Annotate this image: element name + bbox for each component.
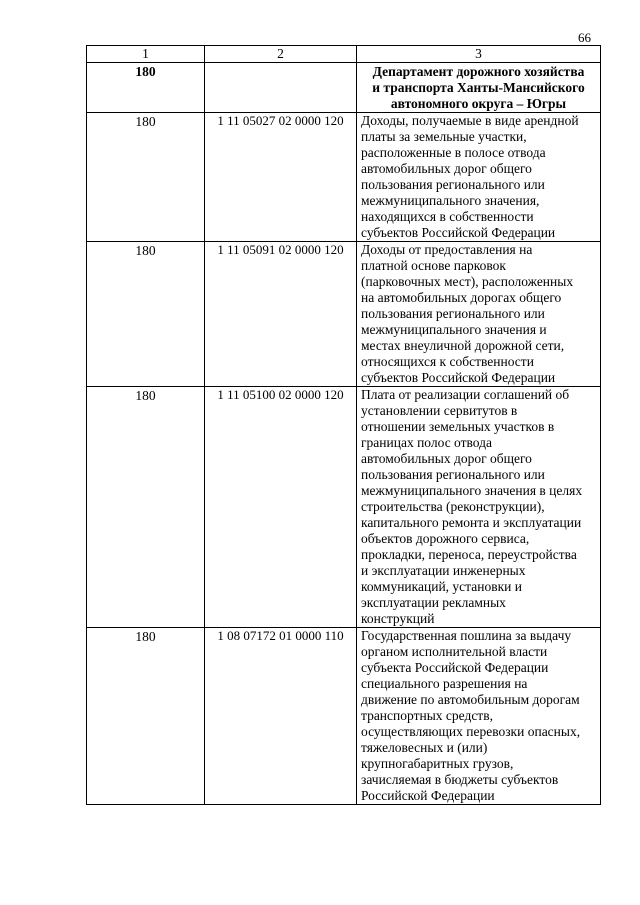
- revenue-name-line: осуществляющих перевозки опасных,: [361, 724, 581, 739]
- revenue-name-line: зачисляемая в бюджеты субъектов: [361, 772, 559, 787]
- column-number-1: 1: [87, 46, 205, 63]
- revenue-name-line: платы за земельные участки,: [361, 129, 527, 144]
- column-number-2: 2: [205, 46, 357, 63]
- revenue-name-line: органом исполнительной власти: [361, 644, 548, 659]
- revenue-name-line: Доходы от предоставления на: [361, 242, 533, 257]
- revenue-name-line: отношении земельных участков в: [361, 419, 555, 434]
- revenue-name-line: транспортных средств,: [361, 708, 493, 723]
- revenue-code-cell: 1 11 05027 02 0000 120: [205, 113, 357, 242]
- department-name-line: Департамент дорожного хозяйства: [372, 64, 585, 79]
- admin-code-cell: 180: [87, 113, 205, 242]
- revenue-name-line: Российской Федерации: [361, 788, 495, 803]
- table-header-row: [87, 46, 601, 63]
- revenue-name-line: конструкций: [361, 611, 435, 626]
- admin-code-cell: 180: [87, 387, 205, 628]
- revenue-name-cell: [357, 113, 601, 242]
- revenue-name-cell: [357, 242, 601, 387]
- revenue-name-line: межмуниципального значения и: [361, 322, 547, 337]
- revenue-name-line: коммуникаций, установки и: [361, 579, 522, 594]
- revenue-code-cell: 1 11 05100 02 0000 120: [205, 387, 357, 628]
- revenue-name-line: пользования регионального или: [361, 177, 545, 192]
- table-row: [87, 113, 601, 242]
- department-name-line: автономного округа – Югры: [390, 96, 567, 111]
- revenue-name-line: объектов дорожного сервиса,: [361, 531, 530, 546]
- admin-code-cell: 180: [87, 63, 205, 113]
- revenue-name-line: пользования регионального или: [361, 467, 545, 482]
- revenue-name-line: Государственная пошлина за выдачу: [361, 628, 572, 643]
- revenue-name-line: субъектов Российской Федерации: [361, 370, 556, 385]
- revenue-name-line: пользования регионального или: [361, 306, 545, 321]
- revenue-name-line: границах полос отвода: [361, 435, 493, 450]
- admin-code-cell: 180: [87, 628, 205, 805]
- column-number-3: 3: [357, 46, 601, 63]
- revenue-name-line: строительства (реконструкции),: [361, 499, 545, 514]
- department-name-line: и транспорта Ханты-Мансийского: [372, 80, 585, 95]
- revenue-name-line: расположенные в полосе отвода: [361, 145, 546, 160]
- table-row: [87, 628, 601, 805]
- revenue-name-line: субъекта Российской Федерации: [361, 660, 549, 675]
- revenue-codes-table: [86, 45, 601, 805]
- revenue-name-cell: [357, 387, 601, 628]
- revenue-name-line: крупногабаритных грузов,: [361, 756, 514, 771]
- revenue-name-line: и эксплуатации инженерных: [361, 563, 526, 578]
- revenue-name-line: относящихся к собственности: [361, 354, 534, 369]
- revenue-name-line: межмуниципального значения в целях: [361, 483, 583, 498]
- revenue-name-line: установлении сервитутов в: [361, 403, 518, 418]
- revenue-code-cell: 1 11 05091 02 0000 120: [205, 242, 357, 387]
- revenue-name-line: на автомобильных дорогах общего: [361, 290, 562, 305]
- revenue-name-line: Плата от реализации соглашений об: [361, 387, 570, 402]
- revenue-name-line: эксплуатации рекламных: [361, 595, 506, 610]
- department-name-cell: [357, 63, 601, 113]
- revenue-code-cell: 1 08 07172 01 0000 110: [205, 628, 357, 805]
- revenue-name-line: (парковочных мест), расположенных: [361, 274, 574, 289]
- revenue-name-line: автомобильных дорог общего: [361, 161, 532, 176]
- page-number: 66: [578, 30, 591, 45]
- revenue-name-line: межмуниципального значения,: [361, 193, 540, 208]
- revenue-name-line: находящихся в собственности: [361, 209, 534, 224]
- revenue-name-line: движение по автомобильным дорогам: [361, 692, 580, 707]
- revenue-name-line: автомобильных дорог общего: [361, 451, 532, 466]
- revenue-name-line: специального разрешения на: [361, 676, 528, 691]
- table-row: [87, 242, 601, 387]
- revenue-name-line: Доходы, получаемые в виде арендной: [361, 113, 579, 128]
- admin-code-cell: 180: [87, 242, 205, 387]
- admin-row: [87, 63, 601, 113]
- revenue-name-cell: [357, 628, 601, 805]
- revenue-name-line: капитального ремонта и эксплуатации: [361, 515, 582, 530]
- revenue-name-line: тяжеловесных и (или): [361, 740, 488, 755]
- admin-revenue-code-cell: [205, 63, 357, 113]
- revenue-name-line: прокладки, переноса, переустройства: [361, 547, 577, 562]
- revenue-name-line: субъектов Российской Федерации: [361, 225, 556, 240]
- table-row: [87, 387, 601, 628]
- revenue-name-line: местах внеуличной дорожной сети,: [361, 338, 565, 353]
- revenue-name-line: платной основе парковок: [361, 258, 506, 273]
